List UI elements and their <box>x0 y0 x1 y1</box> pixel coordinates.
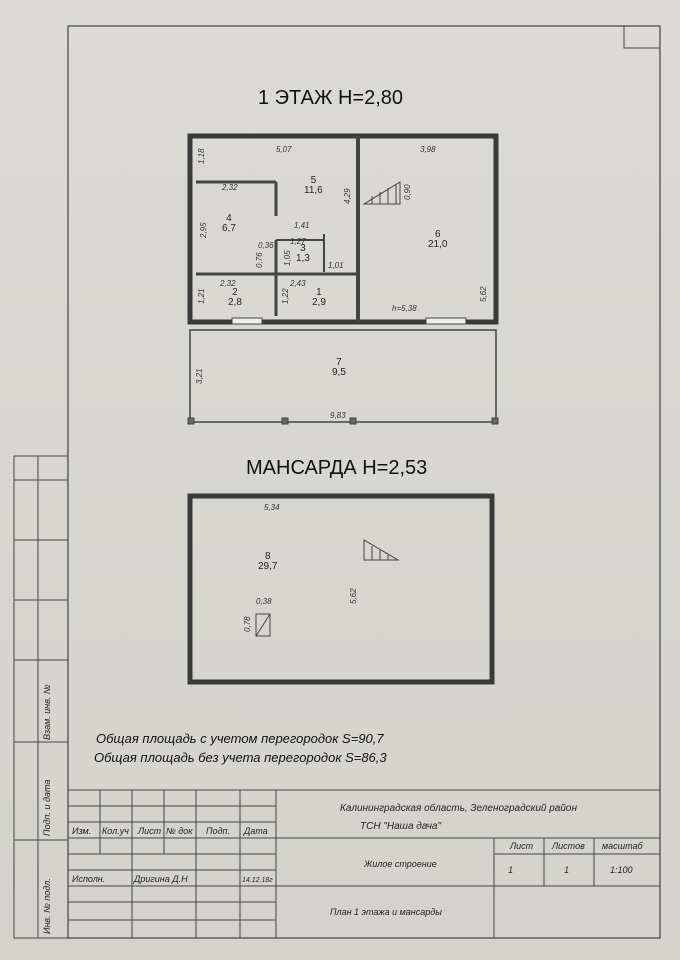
tb-date: 14.12.18г <box>242 877 273 884</box>
dim: 5,62 <box>479 286 488 302</box>
room-4: 4 6,7 <box>222 213 236 234</box>
tb-col-sheets: Листов <box>552 841 585 851</box>
floor1-title: 1 ЭТАЖ Н=2,80 <box>258 87 404 109</box>
room-5: 5 11,6 <box>304 175 323 196</box>
dim: 2,95 <box>199 222 208 238</box>
tb-header: Изм. <box>72 826 92 836</box>
side-label: Инв. № подл. <box>42 878 52 934</box>
dim: 1,01 <box>328 261 344 270</box>
dim: h=5,38 <box>392 304 417 313</box>
tb-header: Подп. <box>206 826 230 836</box>
room-6: 6 21,0 <box>428 229 448 250</box>
tb-performer-label: Исполн. <box>72 874 106 884</box>
dim: 9,83 <box>330 411 346 420</box>
area-without-partitions: Общая площадь без учета перегородок S=86,3 <box>94 750 387 765</box>
dim: 1,27 <box>290 237 306 246</box>
dim: 1,41 <box>294 221 310 230</box>
tb-col-scale: масштаб <box>602 841 643 851</box>
dim: 1,22 <box>281 288 290 304</box>
dim: 1,21 <box>197 288 206 304</box>
tb-col-sheet: Лист <box>510 841 534 851</box>
room-1: 1 2,9 <box>312 287 326 308</box>
room-7: 7 9,5 <box>332 357 346 378</box>
tb-sheets: 1 <box>564 865 570 875</box>
dim: 3,21 <box>195 368 204 384</box>
room-8: 8 29,7 <box>258 551 278 572</box>
tb-location: Калининградская область, Зеленоградский район <box>340 803 577 814</box>
dim: 1,05 <box>283 250 292 266</box>
dim: 2,32 <box>220 279 236 288</box>
dim: 0,90 <box>403 184 412 200</box>
room-2: 2 2,8 <box>228 287 242 308</box>
tb-object: Жилое строение <box>364 859 437 869</box>
attic-title: МАНСАРДА Н=2,53 <box>246 457 428 479</box>
dim: 0,38 <box>256 597 272 606</box>
dim: 1,18 <box>197 148 206 164</box>
dim: 0,76 <box>255 252 264 268</box>
tb-sheet: 1 <box>508 865 514 875</box>
tb-header: Лист <box>138 826 162 836</box>
tb-sheet-title: План 1 этажа и мансарды <box>330 907 442 917</box>
dim: 5,62 <box>349 588 358 604</box>
area-with-partitions: Общая площадь с учетом перегородок S=90,7 <box>96 731 384 746</box>
tb-header: № док <box>166 826 193 836</box>
tb-header: Дата <box>244 826 268 836</box>
dim: 5,34 <box>264 503 280 512</box>
dim: 2,43 <box>290 279 306 288</box>
dim: 2,32 <box>222 183 238 192</box>
tb-header: Кол.уч <box>102 826 129 836</box>
room-3: 3 1,3 <box>296 243 310 264</box>
dim: 4,29 <box>343 188 352 204</box>
tb-organization: ТСН "Наша дача" <box>360 821 442 832</box>
dim: 0,36 <box>258 241 274 250</box>
dim: 3,98 <box>420 145 436 154</box>
side-label: Подп. и дата <box>42 779 52 836</box>
tb-performer-name: Дригина Д.Н <box>134 874 188 884</box>
dim: 0,78 <box>243 616 252 632</box>
tb-scale: 1:100 <box>610 865 633 875</box>
side-label: Взам. инв. № <box>42 684 52 740</box>
dim: 5,07 <box>276 145 292 154</box>
